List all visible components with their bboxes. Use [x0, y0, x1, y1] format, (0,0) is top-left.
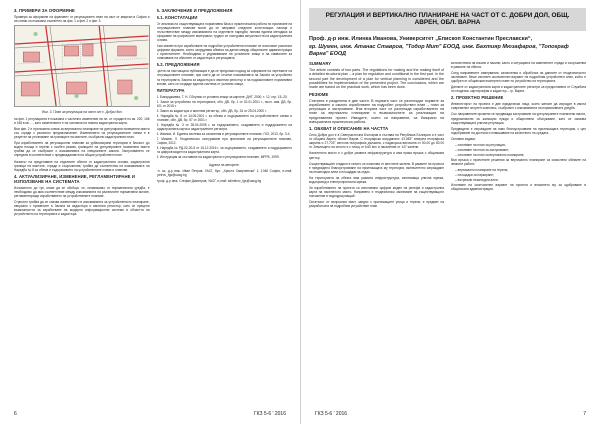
section-4-heading: 4. АКТУАЛИЗИРАНЕ, ИЗМЕНЕНИЕ, РЕГЛАМЕНТИРАНЕ И ИЗПОЛЗВАНЕ НА СИСТЕМАТА	[14, 173, 135, 184]
left-column-1	[14, 8, 150, 218]
section-5-paragraph: От анализа на съществуващата нормативна база и практическата работа по прилагане на регулационните планове могат да се направят следните констатации: налице е несъответствие между изискванията на отделните наредби; липсва единна методика за оформяне на графичните материали; трудно се осигурява актуалността на кадастралната основа.	[156, 22, 292, 43]
section-2-paragraph: Предвидено е изграждане на ново благоустрояване на прилежащата територия, с цел подобряване на достъпа и повишаване на качеството на средата.	[451, 126, 586, 135]
section-5-paragraph: Към момента при изработване на подробни устройствени планове се използват различни цифрови формати, което затруднява обмена на данни между общинските администрации и проектантите. Необходимо е уеднаквяване на условните знаци и на символите за означаване на обектите от кадастъра и регулацията.	[156, 44, 292, 61]
section-5-1-heading: 5.1. КОНСТАТАЦИИ	[156, 15, 198, 20]
section-2-paragraph: Във връзка с проектните решения за вертикално планиране са изчислени обемите на земните работи:	[451, 157, 586, 166]
list-item: – площадки за паркиране;	[455, 173, 494, 178]
regulation-plan-drawing	[15, 26, 149, 106]
section-5-paragraph: Целта на настоящата публикация е да се предложи подход за оформяне на чертежите на регулационните планове, при което да се отчитат изискванията на Закона за устройство на територията, Закона за кадастъра и имотния регистър и на подзаконовите нормативни актове, като се създаде единна система от условни знаци.	[156, 69, 292, 86]
section-2-paragraph: Със направените промени се предвижда застрояване на урегулираните поземлени имоти, предназначени за жилищни нужди и обществено обслужване, като се запазва съществуващата улична регулация.	[451, 112, 586, 125]
contact-line: проф. д-р инж. Стефан Димитров, УАСГ, e-mail: sdimitrov_fgs@uacg.bg	[156, 179, 262, 184]
section-2-paragraph: Инвеститорът на проекта е две юридически лица, които желаят да изградят в имота съвременен спортен комплекс, съобразен с изискванията на нормативната уредба.	[451, 102, 586, 111]
body-paragraph: Начинът на представяне на отделните обекти от кадастралната основа, кадастрални граници на имотите, сгради и съоръжения, трябва да съответства на изискванията на Наредба № 8 за обема и съдържанието на устройствените схеми и планове.	[14, 159, 150, 172]
section-2-heading: 2. ПРОЕКТНО РЕШЕНИЕ	[451, 95, 504, 101]
body-paragraph: Във фиг. 2 е приложена схема за вертикално планиране на урегулирани поземлени имоти със сгради с различно предназначение. Изменението на регулационните линии е в резултат на уточняване на границите на имотите, съобразно кадастралния план.	[14, 127, 150, 140]
section-5-heading: 5. ЗАКЛЮЧЕНИЕ И ПРЕДЛОЖЕНИЯ	[156, 8, 233, 13]
page-number: 7	[583, 411, 586, 417]
section-2-paragraph: Основни задачи:	[451, 136, 476, 141]
right-column-2	[451, 61, 586, 210]
references	[157, 88, 293, 160]
page-number: 6	[14, 411, 17, 417]
section-2-paragraph: Изготвяне на окончателен вариант на проекта и внасянето му за одобряване в общинската администрация.	[451, 183, 586, 192]
reference-item: 6. Иванов, И. Единна система за означения в регулационните планове, ГКЗ, 2013, бр. 3-4.	[156, 131, 291, 136]
reference-item: 2. Закон за устройство на територията, обн. ДВ, бр. 1 от 02.01.2001 г., посл. изм. ДВ, бр. 101 от 2015 г.	[156, 99, 292, 108]
section-3-heading: 3. ПРИМЕРИ ЗА ОФОРМЯНЕ	[14, 8, 75, 13]
article-title: РЕГУЛАЦИЯ И ВЕРТИКАЛНО ПЛАНИРАНЕ НА ЧАСТ ОТ С. ДОБРИ ДОЛ, ОБЩ. АВРЕН, ОБЛ. ВАРНА	[309, 8, 586, 31]
regulation-plan-figure	[14, 25, 150, 107]
body-paragraph: След направените измервания, изчисления и обработка на данните от геодезическото заснемане, беше изготвен окончателен вариант на подробния устройствен план, който е одобрен от общинския експертен съвет по устройство на територията.	[451, 71, 586, 84]
reference-item: 8. Наредба № РД-02-20-5 от 15.12.2016 г. за съдържанието, създаването и поддържането на цифров модел на кадастралната карта.	[156, 146, 292, 155]
list-item: – изготвяне на план за регулация;	[455, 142, 506, 147]
journal-issue: ГКЗ 5-6 ' 2016	[315, 411, 348, 417]
journal-issue: ГКЗ 5-6 ' 2016	[253, 411, 286, 417]
right-page	[300, 0, 600, 424]
section-1-paragraph: На територията на обекта има развита инфраструктура, включваща улична мрежа, водопровод и електропреносна мрежа.	[309, 175, 444, 184]
right-column-1	[309, 61, 444, 210]
section-1-paragraph: Населеното място е с добре развита инфраструктура и има пряка връзка с общинския център.	[309, 151, 444, 160]
summary-text: The article consists of two parts. The regulations for making and the making itself of a detailed structural plan – a plan for regulation and conditional in the first part. In the second part the development of a plan for vertical planning is considered and the possibilities for implementation of the presented project. The conclusions, which are made are based on the practical work, which has been done.	[309, 68, 444, 90]
section-4-paragraph: Стриктно трябва да се спазва изменението в изискванията за устройственото планиране, свързано с промените в Закона за кадастъра и имотния регистър, като се прецени възможността за изработване на модерни информационни системи в областта на устройството на територията и кадастъра.	[14, 199, 150, 216]
section-1-paragraph: Съществуващият стадион в селото се използва от местните жители. В рамките на проекта е предвидено благоустрояване на прилежащата му територия, включително изграждане на пешеходни алеи и площадки за отдих.	[309, 161, 444, 174]
figure-caption: Фиг. 3. План за регулация на част от с. Добри дол	[41, 110, 122, 115]
section-1-paragraph: Остатъкът от въпросния имот, заедно с прилежащите улици и терени, е предмет на разработката на подробния устройствен план.	[309, 199, 444, 208]
article-affiliation: гр. Шумен, инж. Атанас Ставров, "Тодор Мит" ЕООД, инж. Бахтияр Мюзафаров, "Топограф Варна" ЕООД	[309, 44, 569, 57]
left-footer	[0, 410, 300, 418]
body-paragraph: на фиг. 1 регулацията е показана с частично изменение на пл. от сградите по кв. 220, 166 и 168 в кв. ..., като изменението е на основата на новата кадастрална карта.	[14, 117, 150, 126]
body-paragraph: При изработването на регулационни планове за урбанизирани територии в близост до водни площи и терени с особен режим, границите на урегулираните поземлени имоти трябва да се съобразят с изискванията на специалните закони. Застрояването се определя в съответствие с предвижданията на общия устройствен план.	[14, 141, 150, 158]
body-paragraph: количествата на изкопи и насипи, както и ситуацията на изменените сгради и съоръжения в рамките на обекта.	[451, 61, 586, 70]
references-heading: ЛИТЕРАТУРА	[156, 87, 185, 93]
reference-item: 4. Наредба № 8 от 14.06.2001 г. за обема и съдържанието на устройствените схеми и планове, обн. ДВ, бр. 57 от 2001 г.	[156, 113, 292, 122]
section-1-paragraph: За изработването на проекта са използвани цифров модел на релефа и кадастрална карта на населеното място. Направено е геодезическо заснемане на съществуващото положение в подходящ мащаб.	[309, 185, 444, 198]
list-item: – вътрешни пешеходни алеи.	[455, 178, 499, 183]
list-item: – изготвяне на план за вертикално планиране;	[455, 152, 525, 157]
reference-item: 7. Мишев, Л. Геодезическо осигуряване при прилагане на регулационните планове, София, 2012.	[156, 137, 292, 146]
reference-item: 1. Бакърджиева, Т. Н. Сборник от условни знаци за картите, ДНТ, 2000, т. 12, стр. 15–20.	[156, 94, 288, 99]
list-item: – изготвяне на план за застрояване;	[455, 147, 509, 152]
body-paragraph: Данните от кадастралната карта и кадастралните регистри са предоставени от Службата по геодезия, картография и кадастър – гр. Варна.	[451, 85, 586, 94]
contact-line: гл. ас. д-р инж. Иван Петров, УАСГ, бул. „Христо Смирненски“ 1, 1046 София, e-mail: ipetrov_fgs@uacg.bg	[156, 169, 292, 178]
rezume-text: Статията е разделена в две части. В първата част се разглеждат нормите за изработване и самото изработване на подробен устройствен план – план за регулация и застрояване. Във втората част се разглежда изработването на план за вертикално планиране и възможностите за реализация на представения проект. Изводите, които са направени, са базирани на извършената практическа работа.	[309, 98, 444, 124]
reference-item: 5. Наредба № 3 от 28.04.2005 г. за съдържанието, създаването и поддържането на кадастралната карта и кадастралните регистри.	[156, 122, 292, 131]
list-item: – вертикално планиране на терена;	[455, 167, 508, 172]
reference-item: 3. Закон за кадастъра и имотния регистър, обн. ДВ, бр. 34 от 25.04.2000 г.	[156, 108, 267, 113]
left-column-2	[157, 8, 293, 218]
section-3-paragraph: Примери за оформяне на фрагмент от регулационен план на част от квартал в София и на схеми са показани съответно на фиг. 1 и фиг. 2 и фиг. 3.	[14, 15, 150, 24]
right-footer	[301, 410, 600, 418]
section-1-heading: 1. ОБХВАТ И ОПИСАНИЕ НА ЧАСТТА	[309, 126, 389, 132]
author-contacts	[157, 163, 293, 183]
section-1-paragraph: Село Добри дол е в Североизточна България в състава на Република България и е част от община Аврен, област Варна. С географски координати: 43.083° северна географска ширина и 27.703° източна географска дължина, с надморска височина от 50.00 до 80.00 m. Землището на селото е с площ от 6.60 km² и население от 147 жители.	[309, 133, 444, 150]
article-authors: Проф. д-р инж. Илинка Иванова, Университет „Епископ Константин Преславски“,	[309, 35, 533, 42]
right-page-columns	[309, 61, 586, 210]
section-4-paragraph: Изложеното до тук, може да се обобщи, че, независимо от нормативната уредба, е необходимо да има съответствие между изискванията на различните нормативни актове, регламентиращи изработването на устройствените планове.	[14, 185, 150, 198]
rezume-heading: РЕЗЮМЕ	[309, 91, 329, 97]
contact-heading: Адреси на авторите:	[209, 163, 240, 168]
summary-heading: SUMMARY	[309, 61, 332, 67]
section-5-2-heading: 5.2. ПРЕДЛОЖЕНИЯ	[156, 62, 200, 68]
left-page-columns	[14, 8, 292, 218]
reference-item: 9. Инструкция за съставяне на кадастрални и регулационни планове, МРРБ, 1999.	[156, 155, 280, 160]
